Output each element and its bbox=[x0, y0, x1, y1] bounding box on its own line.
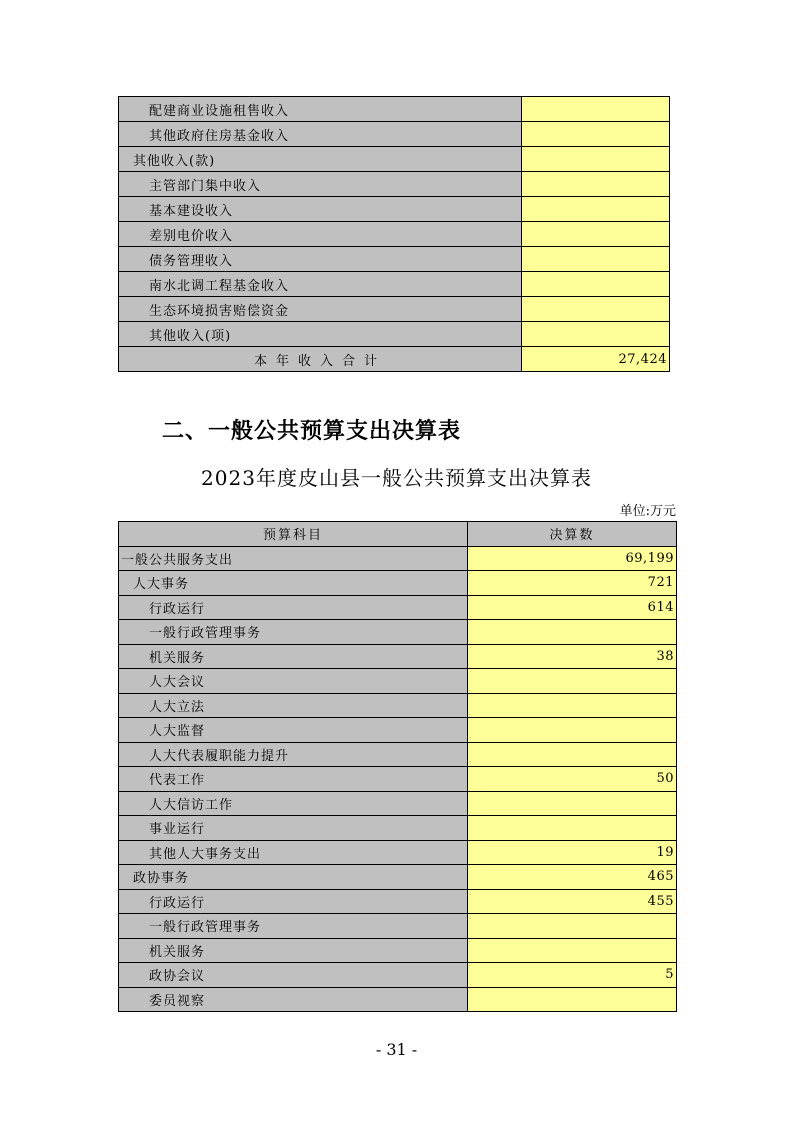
table-row bbox=[119, 222, 670, 247]
unit-label: 单位:万元 bbox=[619, 504, 676, 519]
row-subject: 机关服务 bbox=[119, 644, 468, 669]
row-amount bbox=[468, 914, 677, 939]
row-subject: 委员视察 bbox=[119, 987, 468, 1012]
row-amount bbox=[468, 742, 677, 767]
row-subject: 基本建设收入 bbox=[119, 197, 522, 222]
row-subject: 南水北调工程基金收入 bbox=[119, 272, 522, 297]
row-subject: 人大立法 bbox=[119, 693, 468, 718]
table-row bbox=[119, 669, 677, 694]
table-row bbox=[119, 595, 677, 620]
total-label: 本年收入合计 bbox=[119, 347, 522, 372]
table-row bbox=[119, 172, 670, 197]
table-row bbox=[119, 644, 677, 669]
row-subject: 其他人大事务支出 bbox=[119, 840, 468, 865]
row-amount bbox=[522, 97, 670, 122]
table-row bbox=[119, 718, 677, 743]
row-subject: 机关服务 bbox=[119, 938, 468, 963]
income-table bbox=[118, 96, 670, 372]
row-subject: 一般公共服务支出 bbox=[119, 546, 468, 571]
row-amount bbox=[468, 938, 677, 963]
total-amount: 27,424 bbox=[522, 347, 670, 372]
row-subject: 政协会议 bbox=[119, 963, 468, 988]
row-subject: 行政运行 bbox=[119, 889, 468, 914]
row-amount bbox=[522, 272, 670, 297]
table-row bbox=[119, 865, 677, 890]
table-row bbox=[119, 546, 677, 571]
table-row bbox=[119, 914, 677, 939]
row-amount bbox=[522, 247, 670, 272]
row-amount bbox=[468, 669, 677, 694]
table-row bbox=[119, 693, 677, 718]
table-row bbox=[119, 147, 670, 172]
table-row bbox=[119, 620, 677, 645]
table-row bbox=[119, 840, 677, 865]
row-amount: 50 bbox=[468, 767, 677, 792]
row-subject: 配建商业设施租售收入 bbox=[119, 97, 522, 122]
row-amount: 721 bbox=[468, 571, 677, 596]
row-subject: 事业运行 bbox=[119, 816, 468, 841]
page-number: - 31 - bbox=[375, 1040, 418, 1059]
table-row bbox=[119, 322, 670, 347]
row-amount: 465 bbox=[468, 865, 677, 890]
row-subject: 其他收入(款) bbox=[119, 147, 522, 172]
row-subject: 代表工作 bbox=[119, 767, 468, 792]
row-subject: 行政运行 bbox=[119, 595, 468, 620]
table-row bbox=[119, 767, 677, 792]
header-amount: 决算数 bbox=[468, 522, 677, 547]
row-subject: 债务管理收入 bbox=[119, 247, 522, 272]
section-heading: 二、一般公共预算支出决算表 bbox=[162, 419, 462, 444]
table-row bbox=[119, 889, 677, 914]
row-subject: 一般行政管理事务 bbox=[119, 620, 468, 645]
row-amount: 5 bbox=[468, 963, 677, 988]
row-subject: 其他收入(项) bbox=[119, 322, 522, 347]
row-amount bbox=[522, 222, 670, 247]
table-row bbox=[119, 938, 677, 963]
table-row bbox=[119, 297, 670, 322]
table-row bbox=[119, 122, 670, 147]
total-row bbox=[119, 347, 670, 372]
row-amount bbox=[522, 322, 670, 347]
table-row bbox=[119, 272, 670, 297]
row-amount bbox=[468, 693, 677, 718]
row-subject: 政协事务 bbox=[119, 865, 468, 890]
row-subject: 人大监督 bbox=[119, 718, 468, 743]
row-amount: 455 bbox=[468, 889, 677, 914]
table-row bbox=[119, 987, 677, 1012]
row-amount bbox=[522, 172, 670, 197]
table-row bbox=[119, 742, 677, 767]
table-row bbox=[119, 571, 677, 596]
table-row bbox=[119, 97, 670, 122]
row-subject: 人大事务 bbox=[119, 571, 468, 596]
row-amount: 38 bbox=[468, 644, 677, 669]
row-amount bbox=[522, 297, 670, 322]
row-subject: 其他政府住房基金收入 bbox=[119, 122, 522, 147]
header-subject: 预算科目 bbox=[119, 522, 468, 547]
row-amount bbox=[522, 122, 670, 147]
row-amount bbox=[522, 197, 670, 222]
row-subject: 一般行政管理事务 bbox=[119, 914, 468, 939]
row-subject: 差别电价收入 bbox=[119, 222, 522, 247]
table-row bbox=[119, 247, 670, 272]
row-subject: 人大代表履职能力提升 bbox=[119, 742, 468, 767]
row-amount: 69,199 bbox=[468, 546, 677, 571]
row-amount bbox=[468, 791, 677, 816]
table-row bbox=[119, 816, 677, 841]
row-amount bbox=[468, 718, 677, 743]
row-amount bbox=[468, 816, 677, 841]
table-title: 2023年度皮山县一般公共预算支出决算表 bbox=[201, 466, 592, 490]
row-amount: 614 bbox=[468, 595, 677, 620]
table-row bbox=[119, 197, 670, 222]
row-amount: 19 bbox=[468, 840, 677, 865]
expenditure-table bbox=[118, 521, 677, 1012]
table-header-row bbox=[119, 522, 677, 547]
row-subject: 主管部门集中收入 bbox=[119, 172, 522, 197]
row-subject: 生态环境损害赔偿资金 bbox=[119, 297, 522, 322]
row-amount bbox=[468, 620, 677, 645]
table-row bbox=[119, 791, 677, 816]
row-subject: 人大信访工作 bbox=[119, 791, 468, 816]
row-subject: 人大会议 bbox=[119, 669, 468, 694]
row-amount bbox=[522, 147, 670, 172]
table-row bbox=[119, 963, 677, 988]
row-amount bbox=[468, 987, 677, 1012]
